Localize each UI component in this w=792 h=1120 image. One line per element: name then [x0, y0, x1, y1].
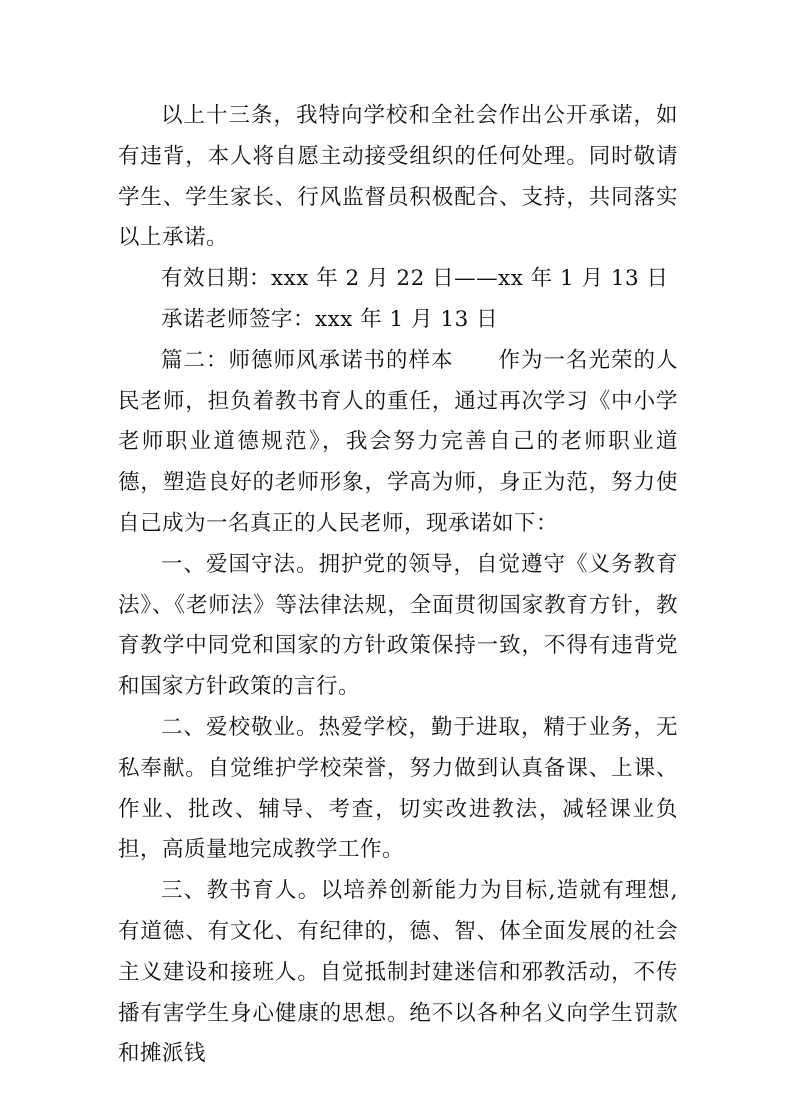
document-body [118, 96, 678, 1075]
paragraph-part-two-intro: 篇二：师德师风承诺书的样本 作为一名光荣的人民老师，担负着教书育人的重任，通过再次学习《中小学老师职业道德规范》，我会努力完善自己的老师职业道德，塑造良好的老师形象，学高为师，身正为范，努力使自己成为一名真正的人民老师，现承诺如下： [118, 347, 678, 536]
paragraph-dedication: 二、爱校敬业。热爱学校，勤于进取，精于业务，无私奉献。自觉维护学校荣誉，努力做到认真备课、上课、作业、批改、辅导、考查，切实改进教法，减轻课业负担，高质量地完成教学工作。 [118, 714, 678, 863]
paragraph-commitment-closing: 以上十三条，我特向学校和全社会作出公开承诺，如有违背，本人将自愿主动接受组织的任何处理。同时敬请学生、学生家长、行风监督员积极配合、支持，共同落实以上承诺。 [118, 103, 678, 251]
paragraph-teacher-signature: 承诺老师签字：xxx 年 1 月 13 日 [161, 306, 499, 332]
paragraph-valid-dates: 有效日期：xxx 年 2 月 22 日——xx 年 1 月 13 日 [161, 266, 669, 292]
paragraph-teaching-and-educating: 三、教书育人。以培养创新能力为目标,造就有理想,有道德、有文化、有纪律的，德、智、体全面发展的社会主义建设和接班人。自觉抵制封建迷信和邪教活动，不传播有害学生身心健康的思想。绝不以各种名义向学生罚款和摊派钱 [118, 878, 678, 1067]
paragraph-patriotism: 一、爱国守法。拥护党的领导，自觉遵守《义务教育法》、《老师法》等法律法规，全面贯彻国家教育方针，教育教学中同党和国家的方针政策保持一致，不得有违背党和国家方针政策的言行。 [118, 551, 678, 700]
